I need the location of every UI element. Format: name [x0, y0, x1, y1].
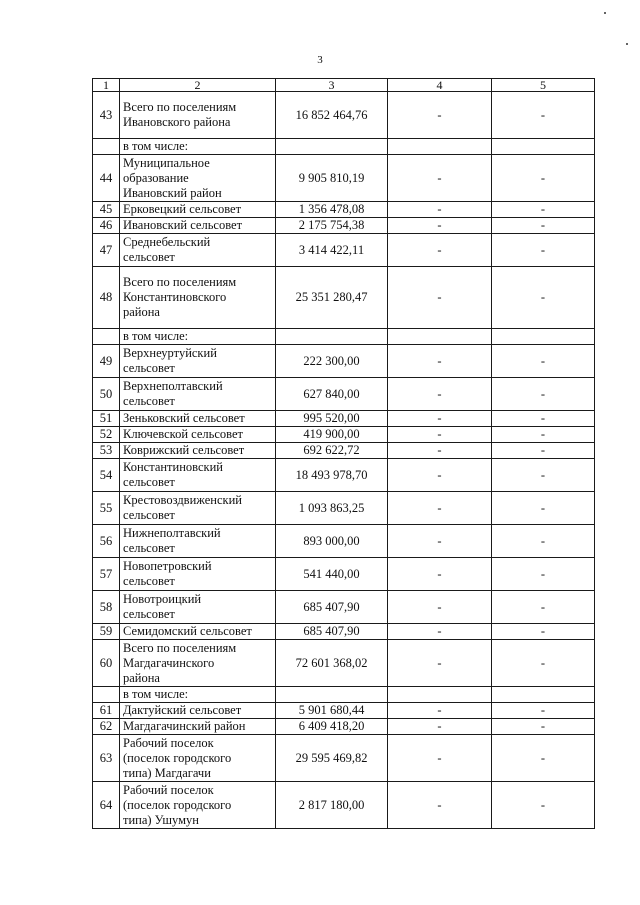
column-4-cell: -	[388, 735, 492, 782]
amount-cell: 222 300,00	[276, 345, 388, 378]
table-row	[93, 735, 595, 782]
amount-cell: 1 356 478,08	[276, 202, 388, 218]
column-number: 4	[388, 79, 492, 92]
scan-speck	[604, 12, 606, 14]
budget-table	[92, 78, 595, 829]
column-4-cell: -	[388, 782, 492, 829]
settlement-name: Константиновский сельсовет	[120, 459, 276, 492]
row-number: 60	[93, 640, 120, 687]
column-4-cell: -	[388, 640, 492, 687]
amount-cell	[276, 687, 388, 703]
column-5-cell: -	[492, 218, 595, 234]
amount-cell	[276, 329, 388, 345]
amount-cell: 2 817 180,00	[276, 782, 388, 829]
settlement-name: Дактуйский сельсовет	[120, 703, 276, 719]
settlement-name: Зеньковский сельсовет	[120, 411, 276, 427]
column-5-cell: -	[492, 345, 595, 378]
amount-cell: 3 414 422,11	[276, 234, 388, 267]
table-row	[93, 719, 595, 735]
settlement-name: Рабочий поселок (поселок городского типа) Ушумун	[120, 782, 276, 829]
amount-cell: 685 407,90	[276, 591, 388, 624]
amount-cell: 72 601 368,02	[276, 640, 388, 687]
table-row	[93, 155, 595, 202]
settlement-name: Новотроицкий сельсовет	[120, 591, 276, 624]
table-row	[93, 218, 595, 234]
row-number: 58	[93, 591, 120, 624]
table-row	[93, 427, 595, 443]
amount-cell: 685 407,90	[276, 624, 388, 640]
column-5-cell: -	[492, 92, 595, 139]
row-number: 46	[93, 218, 120, 234]
column-4-cell	[388, 687, 492, 703]
table-row	[93, 591, 595, 624]
amount-cell: 5 901 680,44	[276, 703, 388, 719]
row-number: 52	[93, 427, 120, 443]
row-number	[93, 139, 120, 155]
settlement-name: Среднебельский сельсовет	[120, 234, 276, 267]
table-row	[93, 234, 595, 267]
settlement-name: Магдагачинский район	[120, 719, 276, 735]
column-5-cell: -	[492, 558, 595, 591]
column-4-cell: -	[388, 624, 492, 640]
row-number: 47	[93, 234, 120, 267]
table-row	[93, 640, 595, 687]
column-5-cell: -	[492, 267, 595, 329]
table-row	[93, 443, 595, 459]
table-body	[93, 79, 595, 829]
column-4-cell: -	[388, 202, 492, 218]
row-number: 61	[93, 703, 120, 719]
settlement-name: Ивановский сельсовет	[120, 218, 276, 234]
column-4-cell: -	[388, 558, 492, 591]
column-5-cell: -	[492, 624, 595, 640]
amount-cell: 1 093 863,25	[276, 492, 388, 525]
settlement-name: Всего по поселениям Константиновского района	[120, 267, 276, 329]
column-4-cell: -	[388, 459, 492, 492]
row-number: 55	[93, 492, 120, 525]
settlement-name: в том числе:	[120, 329, 276, 345]
column-4-cell: -	[388, 267, 492, 329]
table-row	[93, 411, 595, 427]
table-row	[93, 345, 595, 378]
column-number: 5	[492, 79, 595, 92]
row-number: 45	[93, 202, 120, 218]
settlement-name: Верхнеполтавский сельсовет	[120, 378, 276, 411]
column-5-cell: -	[492, 525, 595, 558]
settlement-name: Коврижский сельсовет	[120, 443, 276, 459]
settlement-name: Ключевской сельсовет	[120, 427, 276, 443]
column-4-cell: -	[388, 92, 492, 139]
row-number: 54	[93, 459, 120, 492]
column-4-cell: -	[388, 492, 492, 525]
column-number-row	[93, 79, 595, 92]
column-5-cell: -	[492, 703, 595, 719]
settlement-name: в том числе:	[120, 687, 276, 703]
row-number: 63	[93, 735, 120, 782]
row-number: 53	[93, 443, 120, 459]
amount-cell	[276, 139, 388, 155]
table-row	[93, 459, 595, 492]
table-row	[93, 329, 595, 345]
column-5-cell	[492, 139, 595, 155]
amount-cell: 893 000,00	[276, 525, 388, 558]
amount-cell: 18 493 978,70	[276, 459, 388, 492]
table-row	[93, 202, 595, 218]
settlement-name: Новопетровский сельсовет	[120, 558, 276, 591]
table-row	[93, 92, 595, 139]
column-5-cell	[492, 329, 595, 345]
amount-cell: 541 440,00	[276, 558, 388, 591]
column-4-cell	[388, 139, 492, 155]
amount-cell: 692 622,72	[276, 443, 388, 459]
scan-speck	[626, 43, 628, 45]
column-4-cell: -	[388, 234, 492, 267]
amount-cell: 419 900,00	[276, 427, 388, 443]
column-4-cell: -	[388, 378, 492, 411]
column-5-cell	[492, 687, 595, 703]
amount-cell: 29 595 469,82	[276, 735, 388, 782]
table-row	[93, 267, 595, 329]
column-4-cell: -	[388, 719, 492, 735]
row-number: 44	[93, 155, 120, 202]
column-4-cell: -	[388, 591, 492, 624]
column-4-cell: -	[388, 443, 492, 459]
settlement-name: Муниципальное образование Ивановский район	[120, 155, 276, 202]
column-5-cell: -	[492, 735, 595, 782]
page-number: 3	[317, 54, 323, 66]
column-5-cell: -	[492, 427, 595, 443]
row-number: 51	[93, 411, 120, 427]
table-row	[93, 378, 595, 411]
column-5-cell: -	[492, 640, 595, 687]
column-4-cell: -	[388, 345, 492, 378]
amount-cell: 627 840,00	[276, 378, 388, 411]
column-5-cell: -	[492, 202, 595, 218]
column-number: 1	[93, 79, 120, 92]
table-row	[93, 525, 595, 558]
settlement-name: Всего по поселениям Магдагачинского района	[120, 640, 276, 687]
row-number	[93, 687, 120, 703]
row-number: 56	[93, 525, 120, 558]
column-5-cell: -	[492, 155, 595, 202]
amount-cell: 9 905 810,19	[276, 155, 388, 202]
column-5-cell: -	[492, 234, 595, 267]
column-4-cell: -	[388, 218, 492, 234]
column-5-cell: -	[492, 411, 595, 427]
table-row	[93, 782, 595, 829]
row-number: 43	[93, 92, 120, 139]
row-number: 50	[93, 378, 120, 411]
row-number: 59	[93, 624, 120, 640]
column-5-cell: -	[492, 591, 595, 624]
row-number: 62	[93, 719, 120, 735]
table-row	[93, 624, 595, 640]
amount-cell: 6 409 418,20	[276, 719, 388, 735]
column-5-cell: -	[492, 782, 595, 829]
table-row	[93, 139, 595, 155]
settlement-name: Всего по поселениям Ивановского района	[120, 92, 276, 139]
settlement-name: Крестовоздвиженский сельсовет	[120, 492, 276, 525]
settlement-name: Ерковецкий сельсовет	[120, 202, 276, 218]
column-5-cell: -	[492, 719, 595, 735]
row-number: 64	[93, 782, 120, 829]
amount-cell: 16 852 464,76	[276, 92, 388, 139]
row-number: 48	[93, 267, 120, 329]
column-4-cell: -	[388, 411, 492, 427]
column-4-cell: -	[388, 703, 492, 719]
settlement-name: Семидомский сельсовет	[120, 624, 276, 640]
column-5-cell: -	[492, 378, 595, 411]
settlement-name: Рабочий поселок (поселок городского типа) Магдагачи	[120, 735, 276, 782]
amount-cell: 25 351 280,47	[276, 267, 388, 329]
amount-cell: 995 520,00	[276, 411, 388, 427]
column-5-cell: -	[492, 443, 595, 459]
amount-cell: 2 175 754,38	[276, 218, 388, 234]
column-4-cell: -	[388, 525, 492, 558]
settlement-name: Верхнеуртуйский сельсовет	[120, 345, 276, 378]
row-number: 49	[93, 345, 120, 378]
settlement-name: в том числе:	[120, 139, 276, 155]
column-5-cell: -	[492, 459, 595, 492]
row-number	[93, 329, 120, 345]
column-number: 3	[276, 79, 388, 92]
row-number: 57	[93, 558, 120, 591]
column-number: 2	[120, 79, 276, 92]
column-4-cell	[388, 329, 492, 345]
table-row	[93, 703, 595, 719]
table-row	[93, 558, 595, 591]
column-4-cell: -	[388, 427, 492, 443]
column-4-cell: -	[388, 155, 492, 202]
column-5-cell: -	[492, 492, 595, 525]
settlement-name: Нижнеполтавский сельсовет	[120, 525, 276, 558]
table-row	[93, 687, 595, 703]
table-row	[93, 492, 595, 525]
